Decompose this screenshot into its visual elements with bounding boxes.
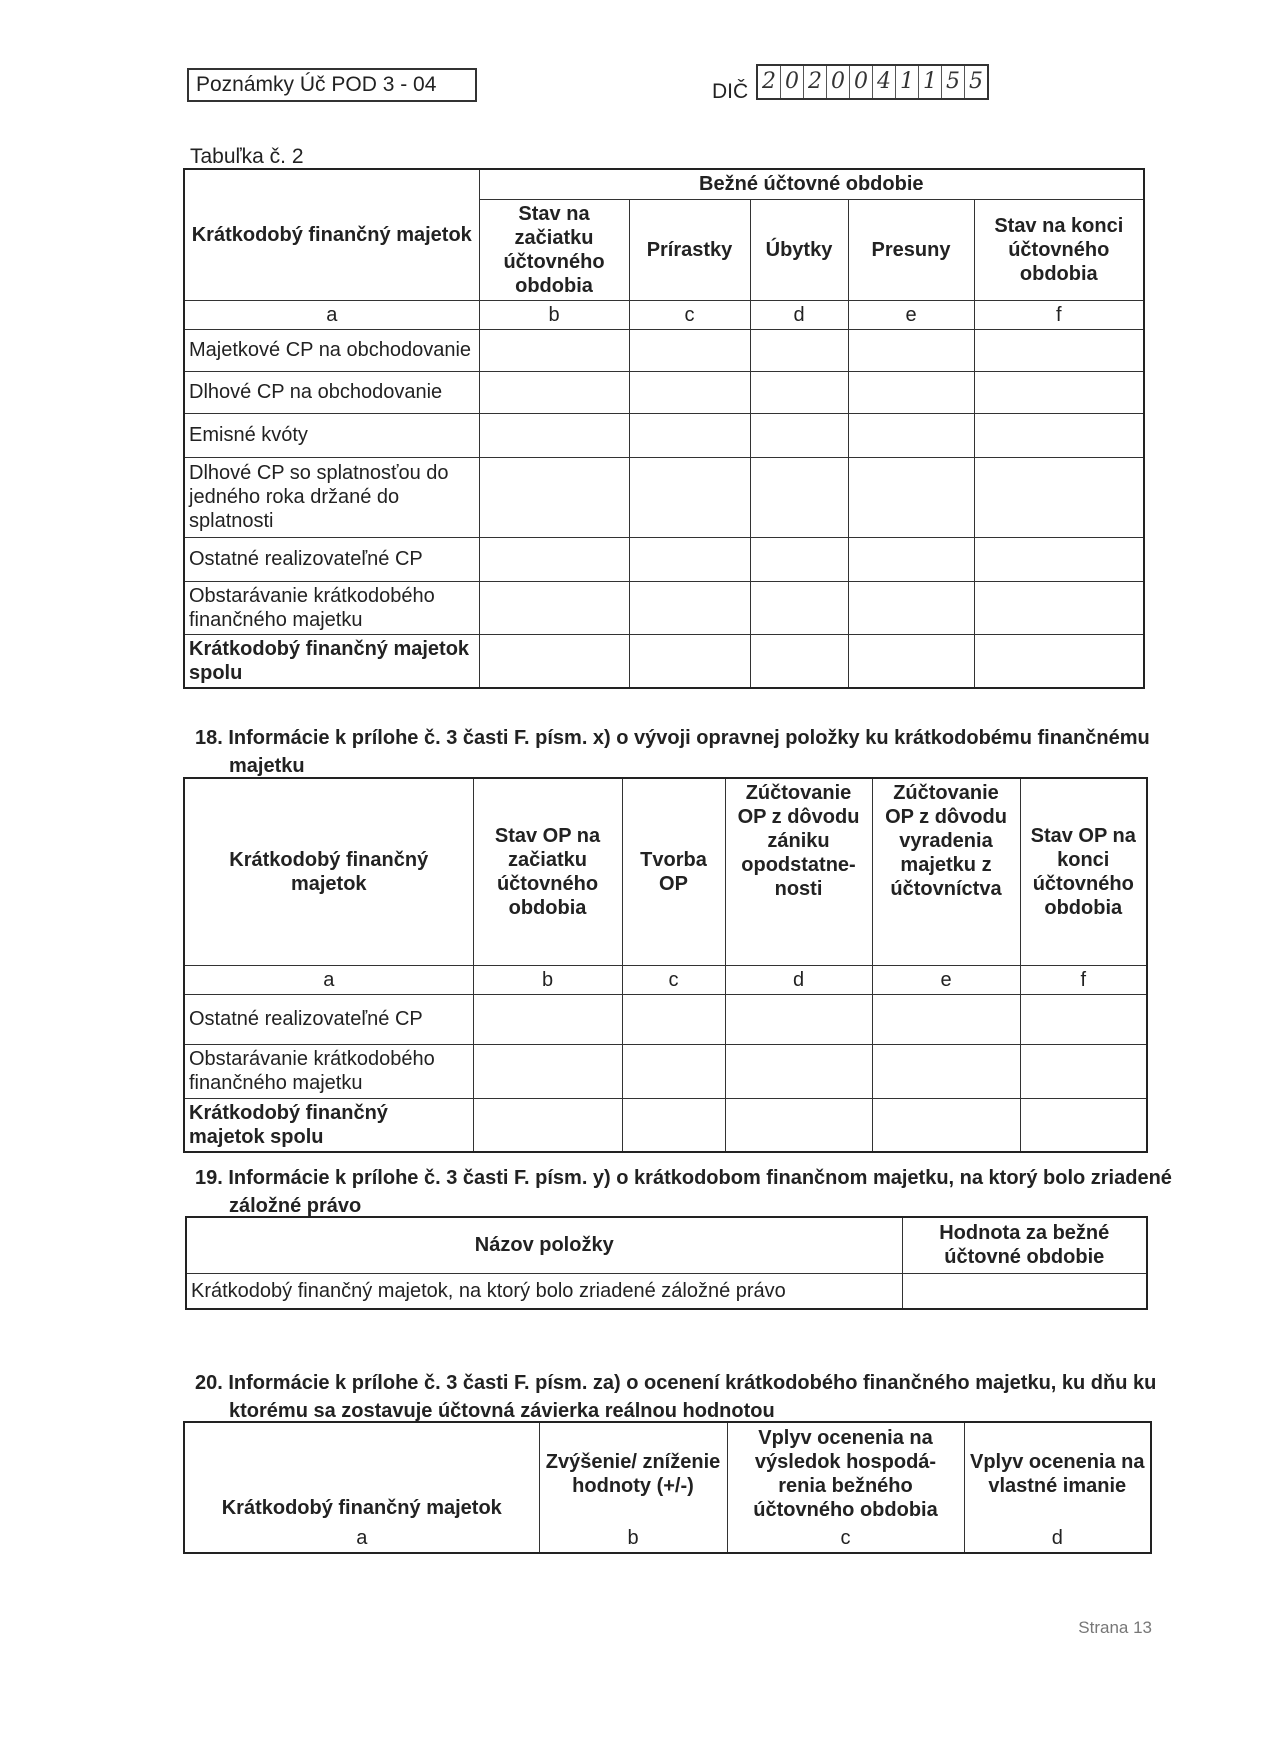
column-letter: a [184,965,473,994]
value-cell[interactable] [629,537,750,581]
column-letter: f [1020,965,1147,994]
row-label: Emisné kvóty [184,413,479,457]
table-section20 [183,1421,1152,1554]
value-cell[interactable] [473,1098,622,1152]
s18-header-end: Stav OP na konci účtovného obdobia [1020,778,1147,965]
table-row [184,537,1144,581]
value-cell[interactable] [974,329,1144,371]
table2 [183,168,1145,689]
row-label-total: Krátkodobý finančný majetok spolu [184,1098,473,1152]
column-letter: f [974,300,1144,329]
value-cell[interactable] [622,994,725,1044]
value-cell[interactable] [750,329,848,371]
value-cell[interactable] [629,329,750,371]
column-letter: b [539,1524,727,1553]
table-row [184,329,1144,371]
value-cell[interactable] [725,994,872,1044]
value-cell[interactable] [479,413,629,457]
value-cell[interactable] [479,371,629,413]
table-row [186,1273,1147,1309]
value-cell[interactable] [902,1273,1147,1309]
dic-number-boxes [756,64,989,100]
row-label: Ostatné realizovateľné CP [184,994,473,1044]
section19-title-line2: záložné právo [229,1195,362,1217]
value-cell[interactable] [473,1044,622,1098]
s18-header-settle-disposal: Zúčtovanie OP z dôvodu vyradenia majetku z účtovníctva [872,778,1020,965]
value-cell[interactable] [848,371,974,413]
s18-header-begin: Stav OP na začiatku účtovného obdobia [473,778,622,965]
dic-digit: 0 [781,66,804,98]
column-letter: c [622,965,725,994]
column-letter: e [848,300,974,329]
value-cell[interactable] [974,634,1144,688]
table-row [184,457,1144,537]
column-letter: d [750,300,848,329]
value-cell[interactable] [629,581,750,634]
dic-digit: 0 [850,66,873,98]
dic-digit: 1 [919,66,942,98]
value-cell[interactable] [750,634,848,688]
value-cell[interactable] [622,1044,725,1098]
value-cell[interactable] [725,1044,872,1098]
value-cell[interactable] [974,581,1144,634]
dic-label: DIČ [712,80,749,103]
value-cell[interactable] [974,537,1144,581]
value-cell[interactable] [629,413,750,457]
row-label: Dlhové CP na obchodovanie [184,371,479,413]
column-letter: d [964,1524,1151,1553]
value-cell[interactable] [479,581,629,634]
value-cell[interactable] [629,634,750,688]
s18-header-create: Tvorba OP [622,778,725,965]
table-row [184,994,1147,1044]
table2-header-period: Bežné účtovné obdobie [479,169,1144,199]
section20-title-line2: ktorému sa zostavuje účtovná závierka reálnou hodnotou [229,1400,775,1422]
s19-header-item: Názov položky [186,1217,902,1273]
page-number: Strana 13 [1078,1618,1152,1637]
s18-header-asset: Krátkodobý finančný majetok [184,778,473,965]
row-label: Majetkové CP na obchodovanie [184,329,479,371]
value-cell[interactable] [750,581,848,634]
value-cell[interactable] [872,1098,1020,1152]
value-cell[interactable] [1020,1044,1147,1098]
value-cell[interactable] [629,371,750,413]
column-letter: e [872,965,1020,994]
table2-header-increase: Prírastky [629,199,750,300]
row-label: Dlhové CP so splatnosťou do jedného roka držané do splatnosti [184,457,479,537]
table-row [184,634,1144,688]
value-cell[interactable] [848,457,974,537]
table-row [184,1098,1147,1152]
s20-header-effect-equity: Vplyv ocenenia na vlastné imanie [964,1422,1151,1524]
s19-header-value: Hodnota za bežné účtovné obdobie [902,1217,1147,1273]
s20-header-asset: Krátkodobý finančný majetok [184,1422,539,1524]
value-cell[interactable] [974,457,1144,537]
dic-digit: 2 [758,66,781,98]
value-cell[interactable] [473,994,622,1044]
value-cell[interactable] [848,413,974,457]
value-cell[interactable] [848,329,974,371]
table-row [184,413,1144,457]
row-label: Obstarávanie krátkodobého finančného majetku [184,1044,473,1098]
value-cell[interactable] [848,581,974,634]
value-cell[interactable] [848,634,974,688]
table-row [184,371,1144,413]
value-cell[interactable] [848,537,974,581]
value-cell[interactable] [622,1098,725,1152]
table-section18 [183,777,1148,1153]
section19-title: 19. Informácie k prílohe č. 3 časti F. písm. y) o krátkodobom finančnom majetku, na ktorý bolo zriadené [195,1167,1172,1189]
value-cell[interactable] [725,1098,872,1152]
row-label: Krátkodobý finančný majetok, na ktorý bolo zriadené záložné právo [186,1273,902,1309]
row-label: Obstarávanie krátkodobého finančného majetku [184,581,479,634]
row-label: Ostatné realizovateľné CP [184,537,479,581]
table2-header-end: Stav na konci účtovného obdobia [974,199,1144,300]
table2-caption: Tabuľka č. 2 [190,145,304,168]
value-cell[interactable] [872,1044,1020,1098]
s20-header-effect-result: Vplyv ocenenia na výsledok hospodá-renia bežného účtovného obdobia [727,1422,964,1524]
value-cell[interactable] [1020,1098,1147,1152]
value-cell[interactable] [750,457,848,537]
column-letter: c [727,1524,964,1553]
table-row [184,581,1144,634]
dic-digit: 1 [896,66,919,98]
value-cell[interactable] [629,457,750,537]
section18-title: 18. Informácie k prílohe č. 3 časti F. písm. x) o vývoji opravnej položky ku krátkodobému finančnému [195,727,1150,749]
column-letter: d [725,965,872,994]
value-cell[interactable] [872,994,1020,1044]
section18-title-suffix: majetku [229,755,305,777]
value-cell[interactable] [750,371,848,413]
column-letter: a [184,300,479,329]
section20-title: 20. Informácie k prílohe č. 3 časti F. písm. za) o ocenení krátkodobého finančného majetku, ku dňu ku [195,1372,1157,1394]
table2-header-asset: Krátkodobý finančný majetok [184,169,479,300]
dic-digit: 4 [873,66,896,98]
value-cell[interactable] [479,537,629,581]
table2-header-transfer: Presuny [848,199,974,300]
value-cell[interactable] [479,634,629,688]
value-cell[interactable] [479,329,629,371]
s18-header-settle-reason: Zúčtovanie OP z dôvodu zániku opodstatne-nosti [725,778,872,965]
form-label: Poznámky Úč POD 3 - 04 [187,68,477,102]
s20-header-change: Zvýšenie/ zníženie hodnoty (+/-) [539,1422,727,1524]
column-letter: b [479,300,629,329]
value-cell[interactable] [750,413,848,457]
value-cell[interactable] [974,371,1144,413]
table-row [184,1044,1147,1098]
column-letter: a [184,1524,539,1553]
value-cell[interactable] [479,457,629,537]
table-section19 [185,1216,1148,1310]
dic-digit: 2 [804,66,827,98]
table2-header-decrease: Úbytky [750,199,848,300]
value-cell[interactable] [1020,994,1147,1044]
dic-digit: 0 [827,66,850,98]
dic-digit: 5 [942,66,965,98]
value-cell[interactable] [974,413,1144,457]
column-letter: c [629,300,750,329]
table2-header-begin: Stav na začiatku účtovného obdobia [479,199,629,300]
value-cell[interactable] [750,537,848,581]
row-label-total: Krátkodobý finančný majetok spolu [184,634,479,688]
column-letter: b [473,965,622,994]
dic-digit: 5 [969,69,983,94]
